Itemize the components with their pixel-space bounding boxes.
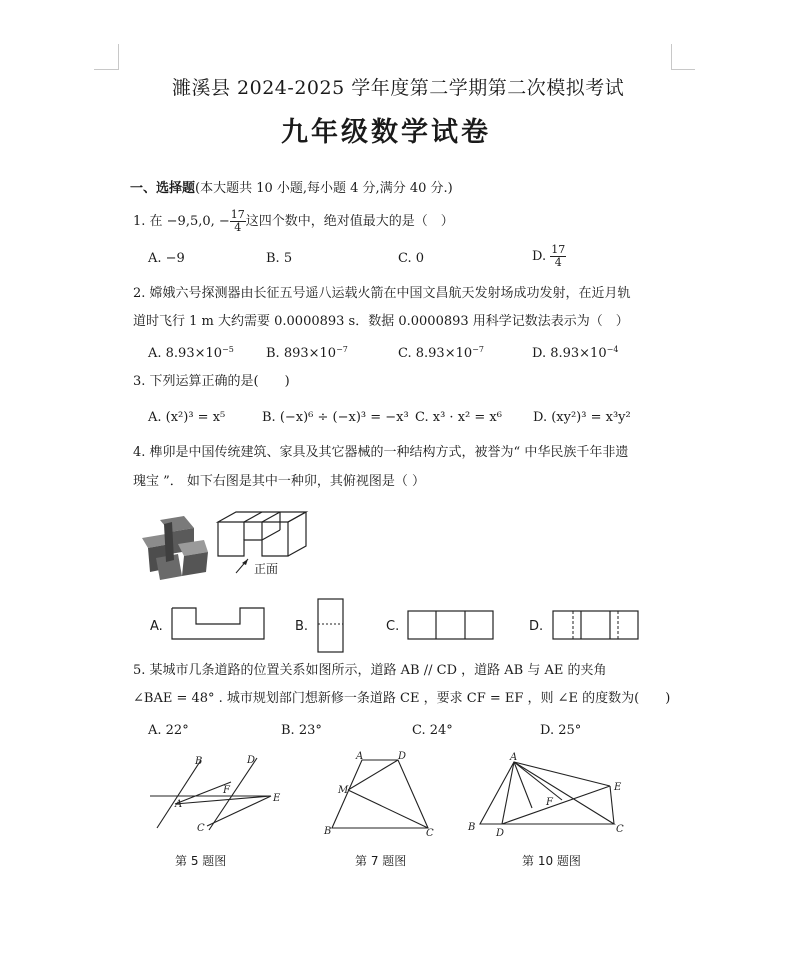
q4-option-c[interactable]: C. — [386, 619, 400, 634]
q1-fraction: $\frac{17}{4}$ — [230, 208, 245, 234]
q3-option-b[interactable]: B. (−x)⁶ ÷ (−x)³ = −x³ — [262, 410, 409, 425]
figure-10-diagram — [462, 750, 632, 840]
question-2-line2: 道时飞行 1 m 大约需要 0.0000893 s．数据 0.0000893 用科学记数法表示为（ ） — [133, 314, 629, 329]
section-note: (本大题共 10 小题,每小题 4 分,满分 40 分.) — [195, 181, 453, 196]
section-heading — [130, 181, 453, 197]
q1-option-d[interactable]: D. $\frac{17}{4}$ — [532, 243, 566, 269]
q4-option-a[interactable]: A. — [150, 619, 163, 634]
q5-option-d[interactable]: D. 25° — [540, 723, 582, 738]
q1-option-c[interactable]: C. 0 — [398, 251, 425, 266]
fig7-label-d: D — [398, 751, 407, 762]
q4-option-b-figure[interactable] — [316, 597, 346, 655]
q2-option-a[interactable]: A. $8.93\times 10^{-5}$ — [148, 345, 234, 361]
fig5-label-c: C — [197, 823, 205, 834]
q5-option-c[interactable]: C. 24° — [412, 723, 453, 738]
fig10-label-c: C — [616, 824, 624, 835]
fig7-label-c: C — [426, 828, 434, 839]
fig10-label-d: D — [496, 828, 505, 839]
q2-option-d[interactable]: D. $8.93\times 10^{-4}$ — [532, 345, 619, 361]
figure-7-diagram — [320, 750, 440, 840]
q2-option-b[interactable]: B. $893\times 10^{-7}$ — [266, 345, 348, 361]
q4-option-c-figure[interactable] — [406, 609, 496, 641]
q5-option-b[interactable]: B. 23° — [281, 723, 322, 738]
paper-title: 九年级数学试卷 — [281, 117, 491, 148]
question-5-line1: 5. 某城市几条道路的位置关系如图所示，道路 AB // CD ，道路 AB 与 AE 的夹角 — [133, 663, 607, 678]
q4-option-d[interactable]: D. — [529, 619, 544, 634]
question-5-line2: ∠BAE = 48° . 城市规划部门想新修一条道路 CE ，要求 CF = EF ，则 ∠E 的度数为( ) — [133, 691, 671, 706]
question-4-line1: 4. 榫卯是中国传统建筑、家具及其它器械的一种结构方式，被誉为“ 中华民族千年非遗 — [133, 445, 629, 460]
fig5-label-f: F — [223, 785, 230, 796]
fig10-label-a: A — [510, 752, 518, 763]
figure-5-diagram — [145, 750, 285, 840]
q1-stem-b: 这四个数中，绝对值最大的是（ ） — [245, 214, 454, 229]
q3-option-a[interactable]: A. (x²)³ = x⁵ — [148, 410, 226, 425]
crop-mark — [671, 44, 672, 70]
fig5-label-d: D — [247, 755, 256, 766]
fig10-label-e: E — [614, 782, 622, 793]
question-3-stem: 3. 下列运算正确的是( ) — [133, 374, 290, 389]
exam-header: 濉溪县 2024-2025 学年度第二学期第二次模拟考试 — [172, 77, 625, 99]
q4-option-b[interactable]: B. — [295, 619, 309, 634]
q5-option-a[interactable]: A. 22° — [148, 723, 189, 738]
q1-stem-a: 1. 在 −9,5,0, − — [133, 214, 230, 229]
figure-10-caption: 第 10 题图 — [522, 854, 581, 868]
fig10-label-b: B — [468, 822, 476, 833]
tenon-photo — [138, 514, 212, 584]
crop-mark — [94, 69, 118, 70]
figure-5-caption: 第 5 题图 — [175, 854, 227, 868]
fig7-label-a: A — [356, 751, 364, 762]
crop-mark — [118, 44, 119, 70]
q3-option-d[interactable]: D. (xy²)³ = x³y² — [533, 410, 631, 425]
q1-option-b[interactable]: B. 5 — [266, 251, 293, 266]
fig7-label-b: B — [324, 826, 332, 837]
fig10-label-f: F — [546, 797, 553, 808]
q1-option-a[interactable]: A. −9 — [148, 251, 185, 266]
q2-option-c[interactable]: C. $8.93\times 10^{-7}$ — [398, 345, 484, 361]
crop-mark — [671, 69, 695, 70]
q4-option-a-figure[interactable] — [170, 606, 268, 642]
question-1-stem — [133, 207, 454, 237]
fig5-label-a: A — [175, 799, 183, 810]
fig5-label-b: B — [195, 756, 203, 767]
front-view-label: 正面 — [254, 562, 279, 576]
section-title: 一、选择题 — [130, 181, 196, 196]
question-2-line1: 2. 嫦娥六号探测器由长征五号遥八运载火箭在中国文昌航天发射场成功发射，在近月轨 — [133, 286, 631, 301]
q1-option-d-fraction: $\frac{17}{4}$ — [551, 243, 566, 269]
figure-7-caption: 第 7 题图 — [355, 854, 407, 868]
question-4-line2: 瑰宝 ”． 如下右图是其中一种卯，其俯视图是（ ） — [133, 474, 426, 489]
fig7-label-m: M — [338, 785, 349, 796]
q3-option-c[interactable]: C. x³ · x² = x⁶ — [415, 410, 502, 425]
fig5-label-e: E — [273, 793, 281, 804]
q4-option-d-figure[interactable] — [551, 609, 641, 641]
